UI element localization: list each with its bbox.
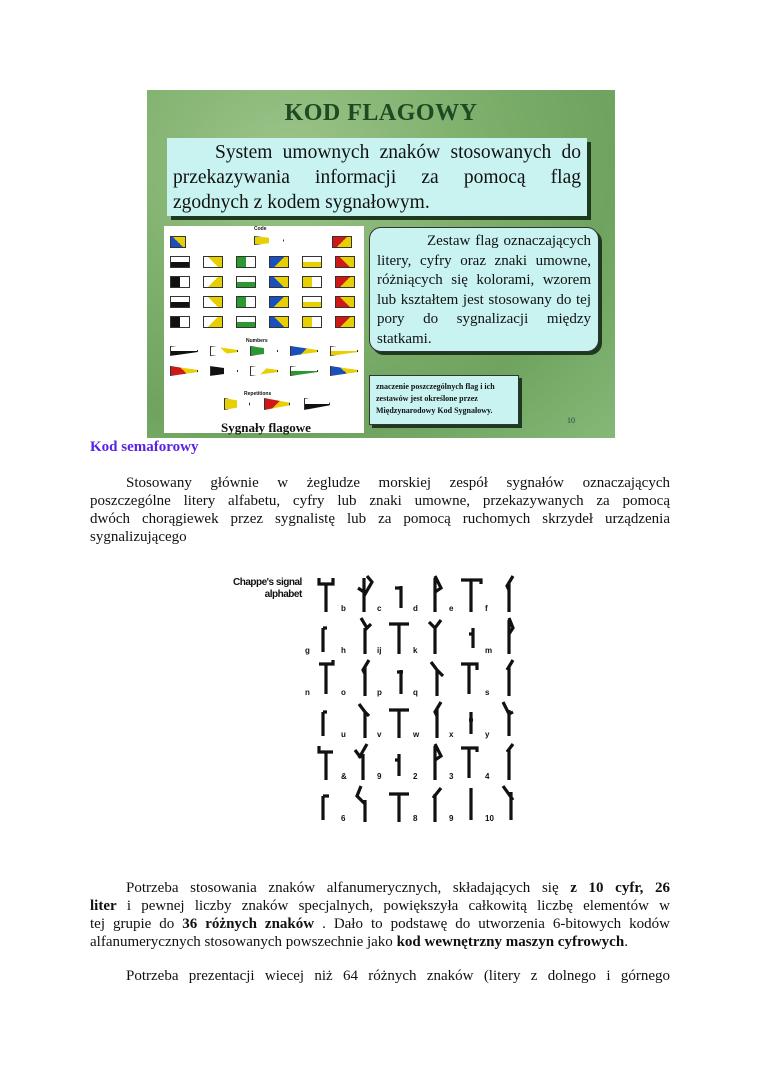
callout-line: Zestaw flag oznaczających	[427, 233, 591, 249]
semaphore-sign	[449, 572, 485, 616]
semaphore-label: p	[377, 688, 382, 697]
flag-code-slide-image	[147, 90, 615, 438]
signal-flag	[290, 346, 318, 356]
semaphore-glyph	[377, 656, 413, 700]
semaphore-glyph	[305, 656, 341, 700]
semaphore-glyph	[377, 740, 413, 784]
semaphore-label: s	[485, 688, 490, 697]
semaphore-label: b	[341, 604, 346, 613]
semaphore-sign	[377, 698, 413, 742]
semaphore-sign	[485, 740, 521, 784]
semaphore-glyph	[305, 698, 341, 742]
semaphore-glyph	[449, 656, 485, 700]
signal-flag	[203, 276, 223, 288]
semaphore-label: x	[449, 730, 454, 739]
semaphore-label: 2	[413, 772, 418, 781]
signal-flag	[250, 346, 278, 356]
semaphore-sign	[341, 656, 377, 700]
semaphore-glyph	[413, 572, 449, 616]
text-line	[90, 933, 670, 951]
semaphore-sign	[341, 698, 377, 742]
bold-text: 36 różnych znaków	[182, 916, 315, 932]
bold-text: liter	[90, 898, 117, 914]
semaphore-sign	[413, 614, 449, 658]
text: sygnalizującego	[90, 529, 187, 545]
text-line	[90, 510, 670, 528]
text-line	[90, 897, 670, 915]
signal-flag	[335, 256, 355, 268]
definition-box	[167, 138, 587, 216]
semaphore-label: 9	[377, 772, 382, 781]
signal-flag	[170, 346, 198, 356]
text: dwóch chorągiewek przez sygnalistę lub za pomocą ruchomych skrzydeł urządzenia	[90, 511, 670, 527]
semaphore-sign	[485, 614, 521, 658]
signal-flag	[203, 256, 223, 268]
semaphore-glyph	[377, 572, 413, 616]
semaphore-label: &	[341, 772, 347, 781]
callout-line: litery, cyfry oraz znaki umowne,	[377, 252, 591, 269]
semaphore-label: d	[413, 604, 418, 613]
text-line	[90, 474, 670, 492]
bold-text: z 10 cyfr, 26	[570, 880, 670, 896]
signal-flag	[302, 256, 322, 268]
note-line: zestawów jest określone przez	[376, 394, 478, 403]
semaphore-glyph	[341, 614, 377, 658]
flag-chart	[164, 226, 364, 433]
signal-flag	[236, 296, 256, 308]
paragraph-more-than-64	[90, 967, 670, 985]
signal-flag	[170, 256, 190, 268]
signal-flag	[332, 236, 352, 248]
semaphore-glyph	[449, 614, 485, 658]
semaphore-glyph	[413, 740, 449, 784]
chappe-signal-alphabet-figure	[305, 572, 525, 842]
text: Potrzeba stosowania znaków alfanumerycznych, składających się	[126, 880, 571, 896]
semaphore-label: v	[377, 730, 382, 739]
slide-number: 10	[567, 416, 575, 425]
signal-flag	[250, 366, 278, 376]
semaphore-sign	[341, 614, 377, 658]
semaphore-sign	[449, 740, 485, 784]
signal-flag	[335, 276, 355, 288]
signal-flag	[210, 366, 238, 376]
text-line	[90, 492, 670, 510]
text: Stosowany głównie w żegludze morskiej zespół sygnałów oznaczających	[126, 475, 670, 491]
semaphore-glyph	[485, 698, 521, 742]
definition-line: zgodnych z kodem sygnałowym.	[173, 192, 430, 213]
semaphore-glyph	[485, 656, 521, 700]
signal-flag	[254, 236, 284, 245]
paragraph-semaphore	[90, 474, 670, 546]
semaphore-sign	[305, 572, 341, 616]
semaphore-sign	[413, 782, 449, 826]
semaphore-label: 4	[485, 772, 490, 781]
signal-flag	[302, 316, 322, 328]
semaphore-sign	[341, 740, 377, 784]
text: .	[624, 934, 628, 950]
semaphore-label: 9	[449, 814, 454, 823]
callout-line: statkami.	[377, 330, 432, 347]
signal-flag	[330, 366, 358, 376]
signal-flag	[269, 316, 289, 328]
semaphore-label: n	[305, 688, 310, 697]
semaphore-glyph	[305, 740, 341, 784]
semaphore-glyph	[305, 572, 341, 616]
section-heading: Kod semaforowy	[90, 439, 199, 455]
figure-title-line: alphabet	[264, 589, 302, 600]
signal-flag	[335, 296, 355, 308]
semaphore-sign	[341, 572, 377, 616]
signal-flag	[269, 296, 289, 308]
semaphore-glyph	[449, 572, 485, 616]
semaphore-label: ij	[377, 646, 382, 655]
signal-flag	[170, 316, 190, 328]
semaphore-glyph	[413, 614, 449, 658]
semaphore-sign	[449, 782, 485, 826]
semaphore-sign	[305, 614, 341, 658]
semaphore-glyph	[377, 614, 413, 658]
signal-flag	[203, 296, 223, 308]
semaphore-sign	[485, 698, 521, 742]
slide-title: KOD FLAGOWY	[284, 100, 478, 126]
semaphore-sign	[377, 740, 413, 784]
semaphore-sign	[377, 656, 413, 700]
signal-flag	[236, 256, 256, 268]
signal-flag	[236, 276, 256, 288]
signal-flag	[236, 316, 256, 328]
semaphore-sign	[305, 698, 341, 742]
semaphore-label: c	[377, 604, 382, 613]
semaphore-label: o	[341, 688, 346, 697]
semaphore-sign	[305, 656, 341, 700]
semaphore-sign	[485, 782, 521, 826]
signal-flag	[302, 276, 322, 288]
paragraph-alphanumeric	[90, 879, 670, 951]
semaphore-label: h	[341, 646, 346, 655]
signal-flag	[170, 236, 186, 248]
signal-flag	[269, 276, 289, 288]
text-line	[90, 528, 670, 546]
semaphore-glyph	[341, 572, 377, 616]
signal-flag	[210, 346, 238, 356]
flag-heading-code: Code	[254, 226, 267, 232]
callout-line: lub kształtem jest stosowany do tej	[377, 291, 591, 308]
semaphore-label: w	[413, 730, 420, 739]
text: i pewnej liczby znaków specjalnych, powiększyła całkowitą liczbę elementów w	[116, 898, 670, 914]
text: alfanumerycznych stosowanych powszechnie jako	[90, 934, 397, 950]
semaphore-glyph	[305, 614, 341, 658]
text: tej grupie do	[90, 916, 183, 932]
semaphore-sign	[413, 698, 449, 742]
semaphore-label: k	[413, 646, 418, 655]
semaphore-label: e	[449, 604, 454, 613]
semaphore-label: q	[413, 688, 418, 697]
semaphore-label: f	[485, 604, 488, 613]
semaphore-glyph	[449, 782, 485, 826]
text-line	[90, 879, 670, 897]
callout-line: pory do sygnalizacji między	[377, 311, 591, 327]
signal-flag	[170, 296, 190, 308]
semaphore-sign	[449, 614, 485, 658]
text: . Dało to podstawę do utworzenia 6-bitowych kodów	[314, 916, 670, 932]
callout-box	[369, 227, 599, 352]
semaphore-glyph	[377, 698, 413, 742]
bold-text: kod wewnętrzny maszyn cyfrowych	[396, 934, 625, 950]
semaphore-label: 8	[413, 814, 418, 823]
semaphore-label: m	[485, 646, 493, 655]
semaphore-label: y	[485, 730, 490, 739]
semaphore-sign	[377, 782, 413, 826]
semaphore-glyph	[485, 572, 521, 616]
semaphore-label: 3	[449, 772, 454, 781]
text-line	[90, 915, 670, 933]
semaphore-glyph	[413, 656, 449, 700]
note-line: znaczenie poszczególnych flag i ich	[376, 382, 495, 391]
definition-line: przekazywania informacji za pomocą flag	[173, 167, 581, 188]
semaphore-label: 10	[485, 814, 494, 823]
semaphore-figure-title	[233, 577, 302, 601]
signal-flag	[330, 346, 358, 356]
text: Potrzeba prezentacji wiecej niż 64 różnych znaków (litery z dolnego i górnego	[126, 968, 670, 984]
definition-line: System umownych znaków stosowanych do	[215, 142, 581, 163]
semaphore-sign	[413, 656, 449, 700]
text-line	[90, 967, 670, 985]
signal-flag	[269, 256, 289, 268]
semaphore-glyph	[341, 782, 377, 826]
flag-heading-repetitions: Repetitions	[244, 391, 272, 397]
semaphore-glyph	[413, 782, 449, 826]
semaphore-sign	[485, 572, 521, 616]
semaphore-label: u	[341, 730, 346, 739]
signal-flag	[224, 398, 250, 410]
semaphore-sign	[341, 782, 377, 826]
semaphore-glyph	[449, 698, 485, 742]
signal-flag	[304, 398, 330, 410]
signal-flag	[170, 366, 198, 376]
semaphore-sign	[413, 740, 449, 784]
signal-flag	[335, 316, 355, 328]
semaphore-sign	[449, 656, 485, 700]
callout-line: różniących się kolorami, wzorem	[377, 272, 591, 288]
semaphore-glyph	[341, 698, 377, 742]
semaphore-sign	[485, 656, 521, 700]
semaphore-label: g	[305, 646, 310, 655]
semaphore-glyph	[341, 656, 377, 700]
semaphore-glyph	[305, 782, 341, 826]
semaphore-glyph	[377, 782, 413, 826]
note-line: Międzynarodowy Kod Sygnałowy.	[376, 406, 493, 415]
signal-flag	[290, 366, 318, 376]
figure-title-line: Chappe's signal	[233, 577, 302, 588]
semaphore-sign	[305, 782, 341, 826]
semaphore-sign	[377, 572, 413, 616]
flag-heading-numbers: Numbers	[246, 338, 268, 344]
semaphore-sign	[413, 572, 449, 616]
signal-flag	[203, 316, 223, 328]
semaphore-sign	[449, 698, 485, 742]
semaphore-sign	[377, 614, 413, 658]
signal-flag	[302, 296, 322, 308]
note-box	[369, 375, 519, 425]
signal-flag	[170, 276, 190, 288]
text: poszczególne litery alfabetu, cyfry lub znaki umowne, przekazywanych za pomocą	[90, 493, 670, 509]
slide-caption: Sygnały flagowe	[221, 420, 311, 435]
semaphore-label: 6	[341, 814, 346, 823]
semaphore-sign	[305, 740, 341, 784]
semaphore-glyph	[449, 740, 485, 784]
signal-flag	[264, 398, 290, 410]
semaphore-glyph	[485, 740, 521, 784]
